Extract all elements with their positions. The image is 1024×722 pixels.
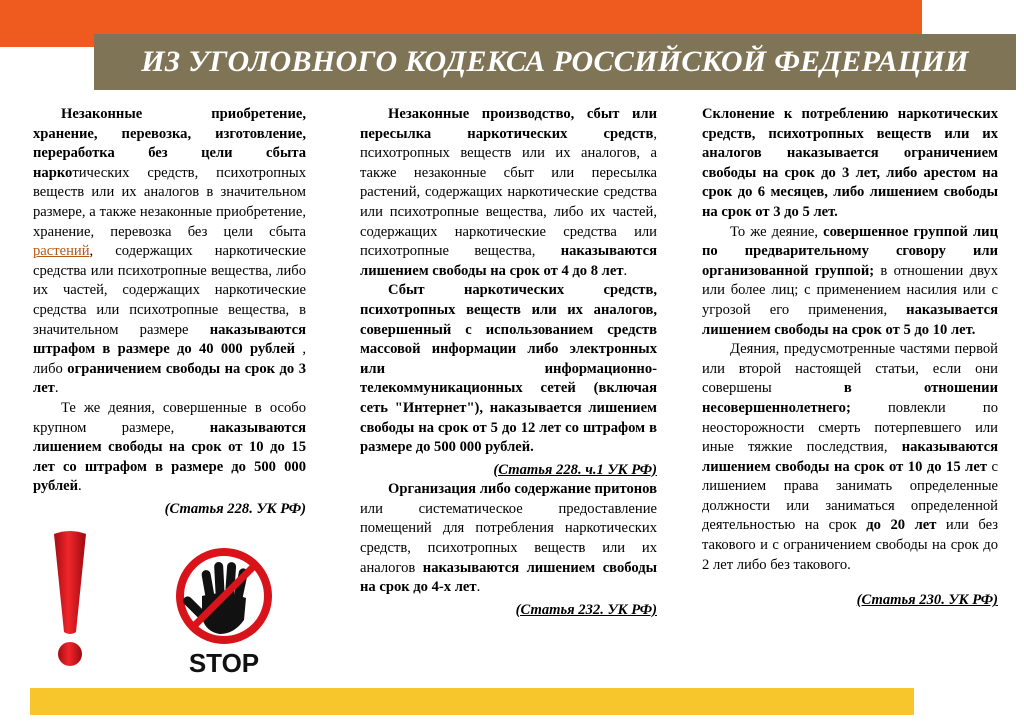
article-228-1-paragraph-1: Незаконные производство, сбыт или пересылка наркотических средств, психотропных веществ или их аналогов, а также незаконные сбыт или пересылка растений, содержащих наркотические средства или психотропные вещества, либо их частей, содержащих наркотические средства или психотропные вещества, наказываются лишением свободы на срок от 4 до 8 лет. bbox=[360, 106, 657, 279]
plants-link[interactable]: растений bbox=[33, 243, 90, 260]
column-article-230 bbox=[702, 105, 998, 611]
stop-hand-icon bbox=[164, 548, 284, 680]
article-232-paragraph: Организация либо содержание притонов или систематическое предоставление помещений для потребления наркотических средств, психотропных веществ или их аналогов наказываются лишением свободы на срок до 4-х лет. bbox=[360, 481, 658, 596]
article-230-reference: (Статья 230. УК РФ) bbox=[856, 592, 998, 609]
column-article-228 bbox=[33, 105, 306, 519]
column-article-228-1-232 bbox=[360, 105, 657, 620]
page-title-banner bbox=[94, 34, 1016, 90]
article-232-reference: (Статья 232. УК РФ) bbox=[515, 601, 657, 618]
article-230-paragraph-2: То же деяние, совершенное группой лиц по предварительному сговору или организованной группой; в отношении двух или более лиц; с применением насилия или с угрозой его применения, наказывается лишением свободы на срок от 5 до 10 лет. bbox=[702, 223, 998, 338]
article-228-paragraph-1: Незаконные приобретение, хранение, перевозка, изготовление, переработка без цели сбыта наркотических средств, психотропных веществ или их аналогов в значительном размере, а также незаконные приобретение, хранение, перевозка без цели сбыта растений, содержащих наркотические средства или психотропные вещества, либо их частей, содержащих наркотические средства или психотропные вещества, в значительном размере наказываются штрафом в размере до 40 000 рублей , либо ограничением свободы на срок до 3 лет. bbox=[33, 106, 307, 397]
bottom-yellow-bar bbox=[30, 688, 914, 715]
article-230-paragraph-3: Деяния, предусмотренные частями первой или второй настоящей статьи, если они совершены в отношении несовершеннолетнего; повлекли по неосторожности смерть потерпевшего или иные тяжкие последствия, наказываются лишением свободы на срок от 10 до 15 лет с лишением права занимать определенные должности или заниматься определенной деятельностью на срок до 20 лет или без такового и с ограничением свободы на срок до 2 лет либо без такового. bbox=[702, 341, 999, 573]
exclamation-icon bbox=[48, 530, 92, 670]
article-228-1-reference: (Статья 228. ч.1 УК РФ) bbox=[493, 461, 657, 478]
page-title: ИЗ УГОЛОВНОГО КОДЕКСА РОССИЙСКОЙ ФЕДЕРАЦИИ bbox=[141, 45, 969, 78]
article-228-paragraph-2: Те же деяния, совершенные в особо крупном размере, наказываются лишением свободы на срок от 10 до 15 лет со штрафом в размере до 500 000 рублей. bbox=[33, 399, 306, 495]
article-230-paragraph-1: Склонение к потреблению наркотических средств, психотропных веществ или их аналогов наказывается ограничением свободы на срок до 3 лет, либо арестом на срок до 6 месяцев, либо лишением свободы на срок от 3 до 5 лет. bbox=[702, 106, 998, 220]
article-228-1-paragraph-2: Сбыт наркотических средств, психотропных веществ или их аналогов, совершенный с использованием средств массовой информации либо электронных или информационно-телекоммуникационных сетей (включая сеть "Интернет"), наказывается лишением свободы на срок от 5 до 12 лет со штрафом в размере до 500 000 рублей. bbox=[360, 282, 657, 456]
stop-label: STOP bbox=[188, 648, 260, 678]
article-228-reference: (Статья 228. УК РФ) bbox=[164, 500, 306, 517]
